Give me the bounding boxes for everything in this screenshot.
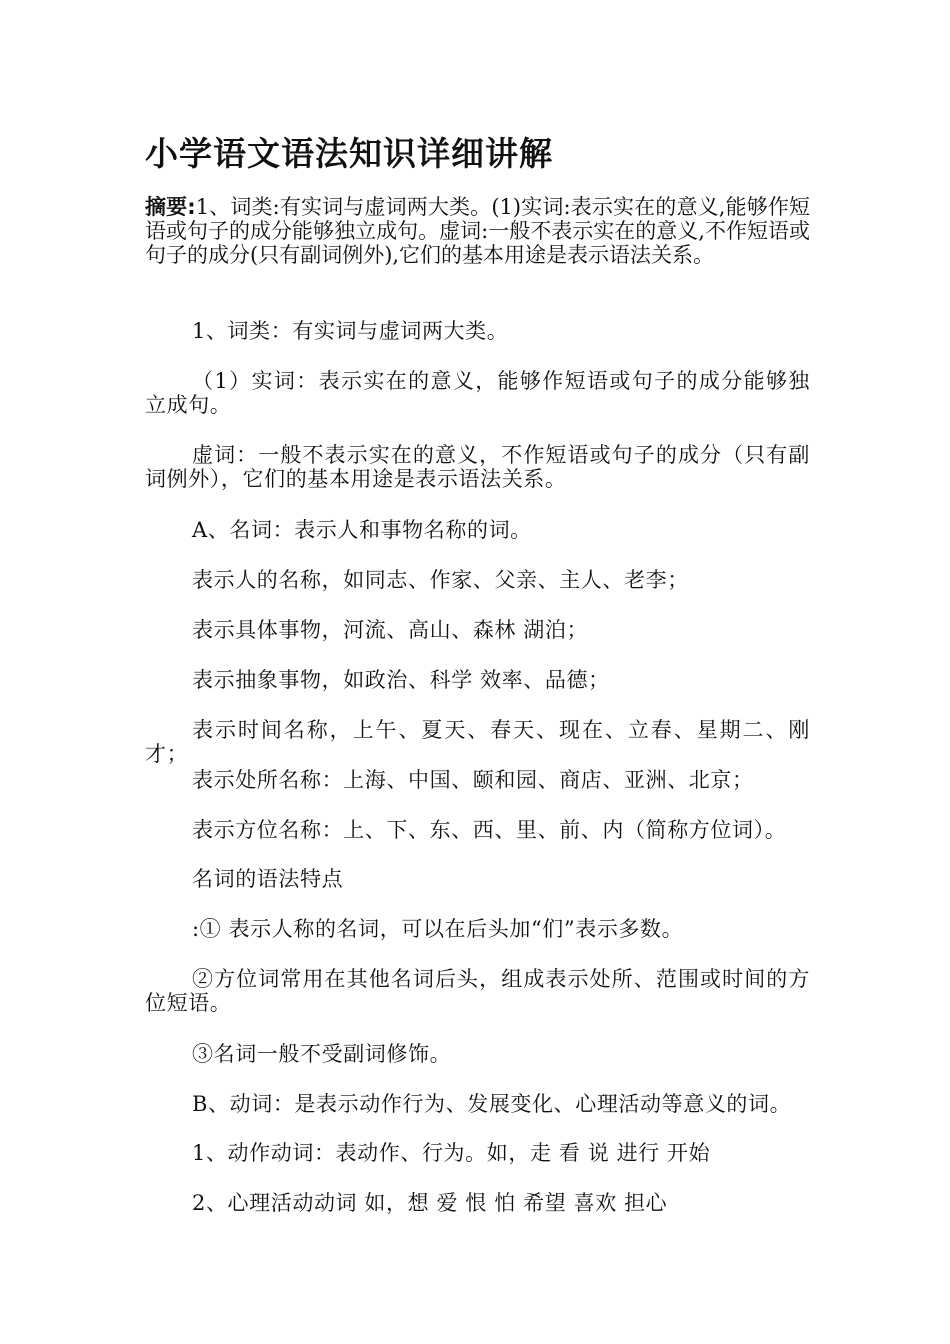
paragraph: 虚词：一般不表示实在的意义，不作短语或句子的成分（只有副词例外），它们的基本用途是表示语法关系。 — [145, 443, 810, 491]
paragraph: 表示方位名称：上、下、东、西、里、前、内（简称方位词）。 — [192, 818, 787, 842]
paragraph: 表示具体事物，河流、高山、森林 湖泊； — [192, 618, 589, 642]
paragraph: （1）实词：表示实在的意义，能够作短语或句子的成分能够独立成句。 — [145, 369, 810, 417]
paragraph: 表示时间名称，上午、夏天、春天、现在、立春、星期二、刚才； — [145, 718, 810, 766]
paragraph: 1、动作动词：表动作、行为。如，走 看 说 进行 开始 — [192, 1141, 711, 1165]
summary-paragraph — [145, 195, 810, 267]
summary-text: 1、词类:有实词与虚词两大类。(1)实词:表示实在的意义,能够作短语或句子的成分能够独立成句。虚词:一般不表示实在的意义,不作短语或句子的成分(只有副词例外),它们的基本用途是表示语法关系。 — [145, 195, 810, 267]
summary-label: 摘要: — [145, 195, 196, 219]
document-title: 小学语文语法知识详细讲解 — [145, 134, 553, 173]
paragraph: A、名词：表示人和事物名称的词。 — [192, 518, 532, 542]
paragraph: 1、词类：有实词与虚词两大类。 — [192, 319, 509, 343]
paragraph: 表示人的名称，如同志、作家、父亲、主人、老李； — [192, 568, 689, 592]
paragraph: 表示处所名称：上海、中国、颐和园、商店、亚洲、北京； — [192, 768, 754, 792]
paragraph: ②方位词常用在其他名词后头，组成表示处所、范围或时间的方位短语。 — [145, 967, 810, 1015]
paragraph: 表示抽象事物，如政治、科学 效率、品德； — [192, 668, 610, 692]
paragraph: B、动词：是表示动作行为、发展变化、心理活动等意义的词。 — [192, 1092, 792, 1116]
paragraph: ③名词一般不受副词修饰。 — [192, 1042, 452, 1066]
paragraph: 2、心理活动动词 如，想 爱 恨 怕 希望 喜欢 担心 — [192, 1191, 668, 1215]
paragraph: :① 表示人称的名词，可以在后头加“们”表示多数。 — [192, 917, 684, 941]
section-heading: 名词的语法特点 — [192, 867, 344, 891]
